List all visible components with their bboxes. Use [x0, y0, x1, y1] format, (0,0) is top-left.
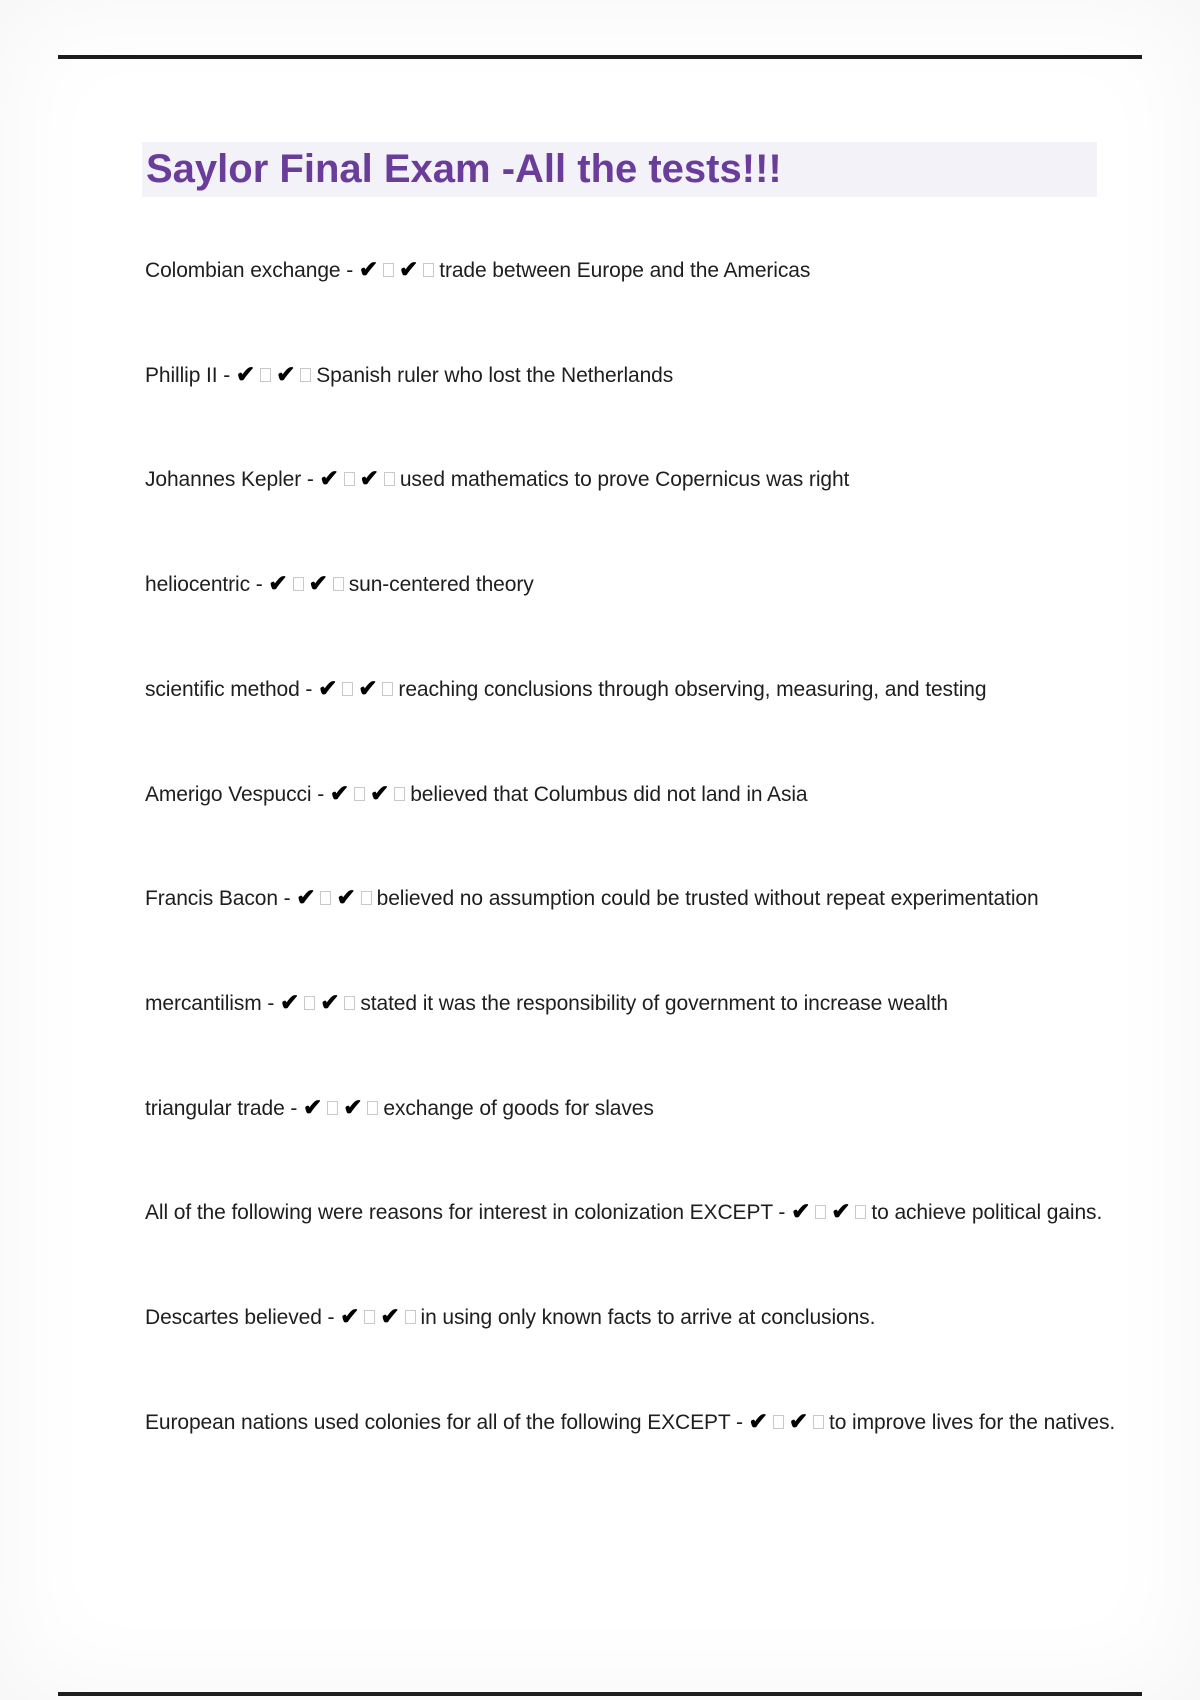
definition-text: trade between Europe and the Americas	[439, 259, 811, 282]
qa-entry	[145, 361, 1160, 389]
definition-text: stated it was the responsibility of government to increase wealth	[360, 992, 949, 1015]
term-text: European nations used colonies for all of the following EXCEPT -	[145, 1411, 749, 1434]
qa-entry	[145, 256, 1160, 284]
qa-entry	[145, 1408, 1160, 1436]
term-text: All of the following were reasons for interest in colonization EXCEPT -	[145, 1201, 792, 1224]
definition-text: to improve lives for the natives.	[828, 1411, 1116, 1434]
missing-glyph-box-icon	[773, 1415, 784, 1429]
check-icon: ✔	[358, 675, 378, 701]
definition-text: exchange of goods for slaves	[383, 1097, 654, 1120]
term-text: Francis Bacon -	[145, 887, 297, 910]
page-title: Saylor Final Exam -All the tests!!!	[142, 142, 1097, 197]
definition-text: believed no assumption could be trusted without repeat experimentation	[376, 887, 1039, 910]
definition-text: Spanish ruler who lost the Netherlands	[316, 364, 674, 387]
term-text: scientific method -	[145, 678, 319, 701]
check-icon: ✔	[308, 570, 328, 596]
missing-glyph-box-icon	[344, 996, 355, 1010]
missing-glyph-box-icon	[855, 1205, 866, 1219]
check-icon: ✔	[235, 361, 256, 387]
definition-text: in using only known facts to arrive at conclusions.	[420, 1306, 876, 1329]
missing-glyph-box-icon	[815, 1205, 826, 1219]
check-icon: ✔	[329, 780, 350, 806]
qa-entry	[145, 989, 1160, 1017]
term-text: Colombian exchange -	[145, 259, 359, 282]
check-icon: ✔	[359, 465, 379, 491]
check-icon: ✔	[303, 1094, 323, 1120]
qa-entry	[145, 1303, 1160, 1331]
check-icon: ✔	[280, 989, 300, 1015]
definition-text: used mathematics to prove Copernicus was right	[399, 468, 850, 491]
check-icon: ✔	[296, 884, 316, 910]
missing-glyph-box-icon	[333, 577, 344, 591]
missing-glyph-box-icon	[344, 472, 355, 486]
definition-text: believed that Columbus did not land in Asia	[410, 783, 808, 806]
check-icon: ✔	[340, 1303, 360, 1329]
qa-entry	[145, 884, 1160, 912]
missing-glyph-box-icon	[813, 1415, 824, 1429]
check-icon: ✔	[268, 570, 288, 596]
check-icon: ✔	[320, 989, 340, 1015]
missing-glyph-box-icon	[382, 682, 393, 696]
missing-glyph-box-icon	[394, 787, 405, 801]
missing-glyph-box-icon	[367, 1101, 378, 1115]
qa-entry	[145, 465, 1160, 493]
missing-glyph-box-icon	[293, 577, 304, 591]
check-icon: ✔	[318, 675, 338, 701]
definition-text: to achieve political gains.	[871, 1201, 1103, 1224]
check-icon: ✔	[319, 465, 339, 491]
definition-text: reaching conclusions through observing, measuring, and testing	[398, 678, 987, 701]
term-text: triangular trade -	[145, 1097, 304, 1120]
term-text: mercantilism -	[145, 992, 281, 1015]
term-text: Johannes Kepler -	[145, 468, 320, 491]
definition-text: sun-centered theory	[348, 573, 534, 596]
check-icon: ✔	[370, 780, 390, 806]
missing-glyph-box-icon	[364, 1310, 375, 1324]
check-icon: ✔	[791, 1198, 811, 1224]
missing-glyph-box-icon	[304, 996, 315, 1010]
missing-glyph-box-icon	[383, 263, 394, 277]
missing-glyph-box-icon	[354, 787, 365, 801]
check-icon: ✔	[788, 1408, 808, 1434]
term-text: Phillip II -	[145, 364, 236, 387]
missing-glyph-box-icon	[384, 472, 395, 486]
missing-glyph-box-icon	[300, 368, 311, 382]
term-text: Descartes believed -	[145, 1306, 341, 1329]
check-icon: ✔	[336, 884, 356, 910]
missing-glyph-box-icon	[361, 891, 372, 905]
missing-glyph-box-icon	[320, 891, 331, 905]
qa-entry	[145, 675, 1160, 703]
check-icon: ✔	[748, 1408, 768, 1434]
term-text: Amerigo Vespucci -	[145, 783, 330, 806]
check-icon: ✔	[358, 256, 379, 282]
missing-glyph-box-icon	[260, 368, 271, 382]
qa-entry	[145, 780, 1160, 808]
missing-glyph-box-icon	[327, 1101, 338, 1115]
qa-entry	[145, 1198, 1160, 1226]
check-icon: ✔	[343, 1094, 363, 1120]
check-icon: ✔	[831, 1198, 851, 1224]
missing-glyph-box-icon	[423, 263, 434, 277]
missing-glyph-box-icon	[342, 682, 353, 696]
term-text: heliocentric -	[145, 573, 269, 596]
missing-glyph-box-icon	[405, 1310, 416, 1324]
check-icon: ✔	[276, 361, 296, 387]
check-icon: ✔	[380, 1303, 400, 1329]
qa-entry	[145, 570, 1160, 598]
bottom-rule	[58, 1692, 1142, 1696]
check-icon: ✔	[399, 256, 419, 282]
qa-entry	[145, 1094, 1160, 1122]
